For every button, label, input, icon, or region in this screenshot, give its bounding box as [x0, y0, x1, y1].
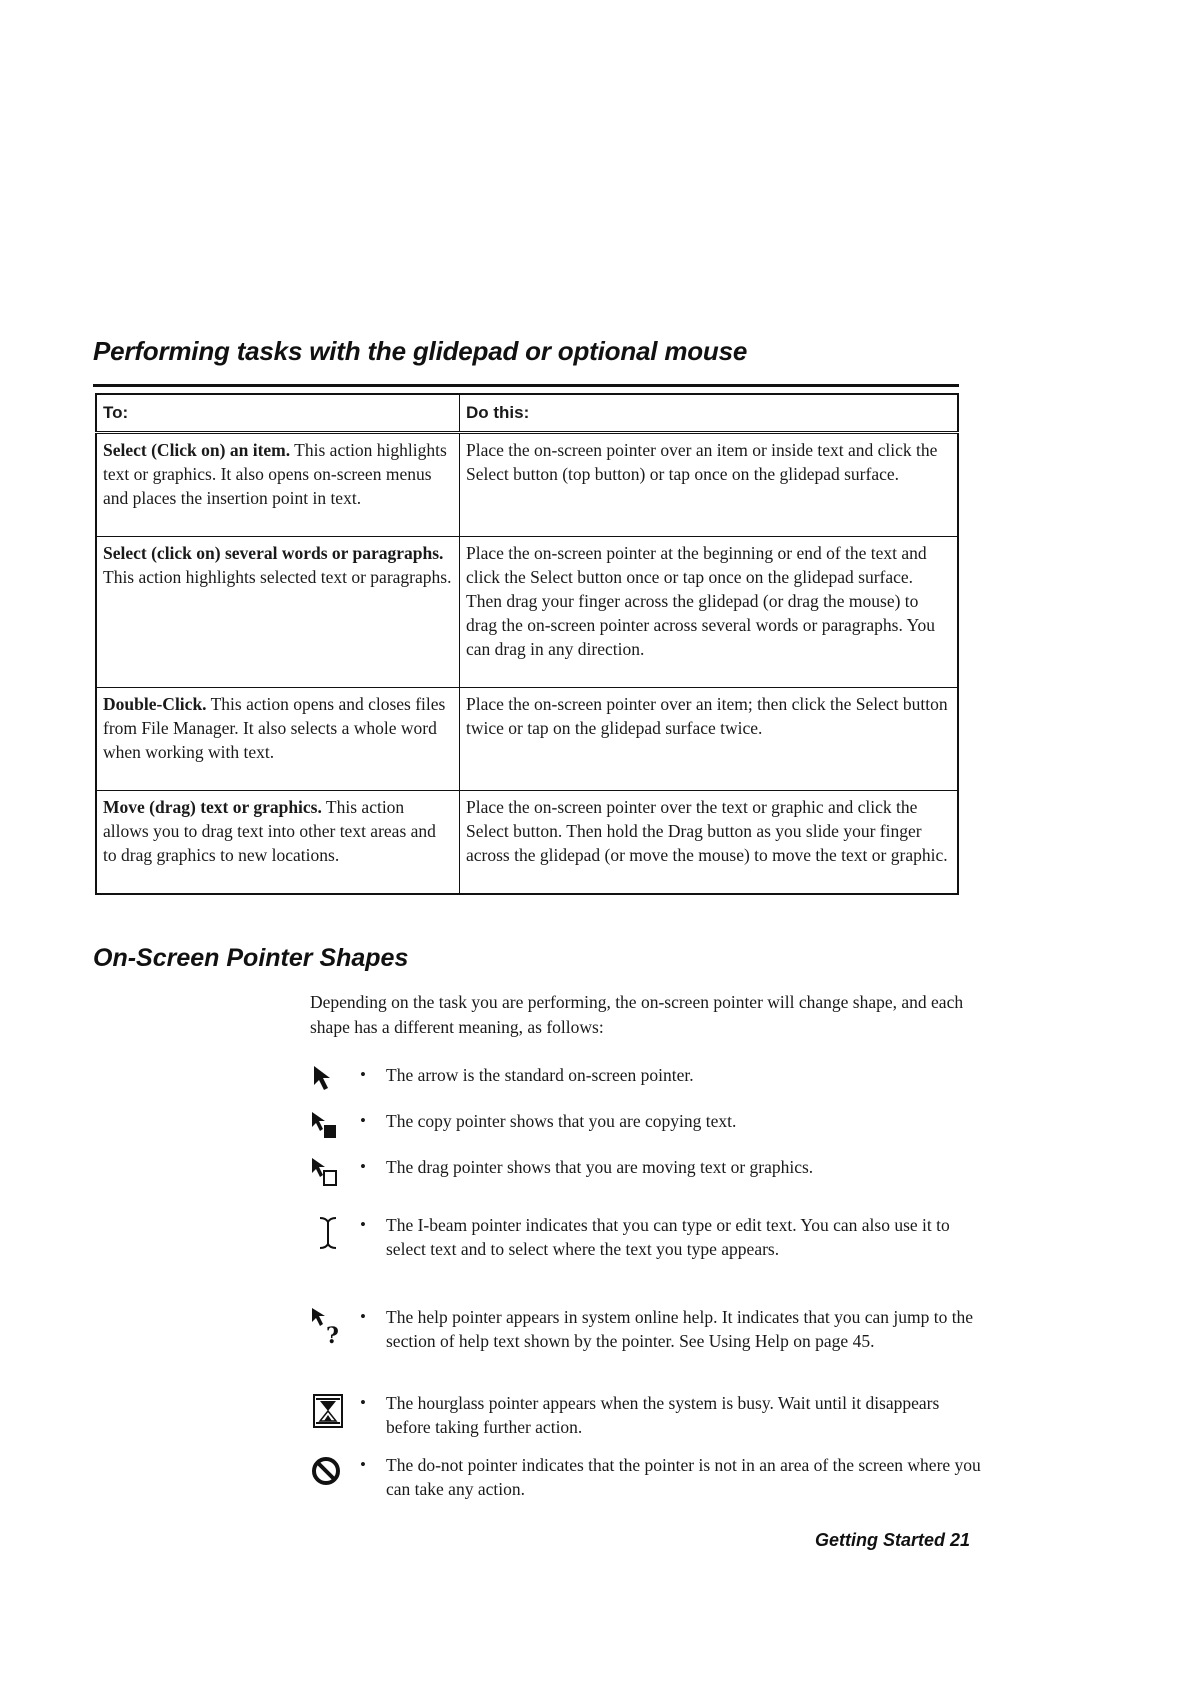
pointer-shape-text: The I-beam pointer indicates that you can type or edit text. You can also use it to select text and to select where the text you type appears. [386, 1215, 950, 1259]
table-row [96, 537, 958, 688]
action-cell: Place the on-screen pointer over an item or inside text and click the Select button (top button) or tap once on the glidepad surface. [460, 433, 959, 537]
page-footer: Getting Started 21 [814, 1530, 970, 1550]
task-term: Select (Click on) an item. [103, 440, 291, 460]
action-cell: Place the on-screen pointer at the beginning or end of the text and click the Select button once or tap once on the glidepad surface. Then drag your finger across the glidepad (or drag the mouse) to drag the on-screen pointer across several words or paragraphs. You can drag in any direction. [460, 537, 959, 688]
task-description: This action opens and closes files from File Manager. It also selects a whole word when working with text. [103, 694, 446, 762]
pointer-shapes-intro: Depending on the task you are performing, the on-screen pointer will change shape, and each shape has a different meaning, as follows: [310, 992, 964, 1037]
bullet: • [360, 1111, 366, 1130]
bullet: • [360, 1157, 366, 1176]
task-term: Select (click on) several words or paragraphs. [103, 543, 444, 563]
drag-pointer-icon [310, 1155, 352, 1197]
column-header-do-this: Do this: [460, 394, 959, 433]
copy-pointer-icon [310, 1109, 352, 1151]
i-beam-pointer-icon [310, 1213, 352, 1255]
column-header-to: To: [96, 394, 460, 433]
task-cell [96, 688, 460, 791]
pointer-shape-item [310, 1391, 990, 1451]
action-cell: Place the on-screen pointer over an item; then click the Select button twice or tap on the glidepad surface twice. [460, 688, 959, 791]
bullet: • [360, 1065, 366, 1084]
pointer-shapes-title: On-Screen Pointer Shapes [93, 944, 409, 972]
task-term: Move (drag) text or graphics. [103, 797, 322, 817]
table-row [96, 433, 958, 537]
pointer-shape-item [310, 1453, 990, 1513]
do-not-pointer-icon [310, 1453, 352, 1495]
help-pointer-icon [310, 1305, 352, 1347]
action-cell: Place the on-screen pointer over the text or graphic and click the Select button. Then hold the Drag button as you slide your finger across the glidepad (or move the mouse) to move the text or graphic. [460, 791, 959, 895]
pointer-shape-text: The do-not pointer indicates that the pointer is not in an area of the screen where you can take any action. [386, 1455, 981, 1499]
svg-text:?: ? [326, 1323, 339, 1347]
bullet: • [360, 1393, 366, 1412]
arrow-pointer-icon [310, 1063, 352, 1105]
pointer-shape-item [310, 1155, 990, 1215]
table-header-row [96, 394, 958, 433]
pointer-shape-text: The hourglass pointer appears when the system is busy. Wait until it disappears before taking further action. [386, 1393, 940, 1437]
task-cell [96, 433, 460, 537]
tasks-table [95, 393, 959, 895]
section-title: Performing tasks with the glidepad or optional mouse [93, 336, 748, 366]
bullet: • [360, 1215, 366, 1234]
pointer-shape-item [310, 1305, 990, 1365]
pointer-shape-text: The help pointer appears in system online help. It indicates that you can jump to the section of help text shown by the pointer. See Using Help on page 45. [386, 1307, 974, 1351]
task-description: This action highlights text or graphics. It also opens on-screen menus and places the insertion point in text. [103, 440, 447, 508]
task-description: This action highlights selected text or paragraphs. [103, 567, 452, 587]
table-row [96, 791, 958, 895]
table-row [96, 688, 958, 791]
pointer-shape-item [310, 1213, 990, 1273]
title-rule [93, 384, 959, 387]
pointer-shape-text: The copy pointer shows that you are copying text. [386, 1111, 737, 1131]
bullet: • [360, 1307, 366, 1326]
task-description: This action allows you to drag text into other text areas and to drag graphics to new locations. [103, 797, 436, 865]
task-cell [96, 537, 460, 688]
task-term: Double-Click. [103, 694, 207, 714]
hourglass-pointer-icon [310, 1391, 352, 1433]
pointer-shape-text: The drag pointer shows that you are moving text or graphics. [386, 1157, 814, 1177]
task-cell [96, 791, 460, 895]
pointer-shape-text: The arrow is the standard on-screen pointer. [386, 1065, 694, 1085]
bullet: • [360, 1455, 366, 1474]
